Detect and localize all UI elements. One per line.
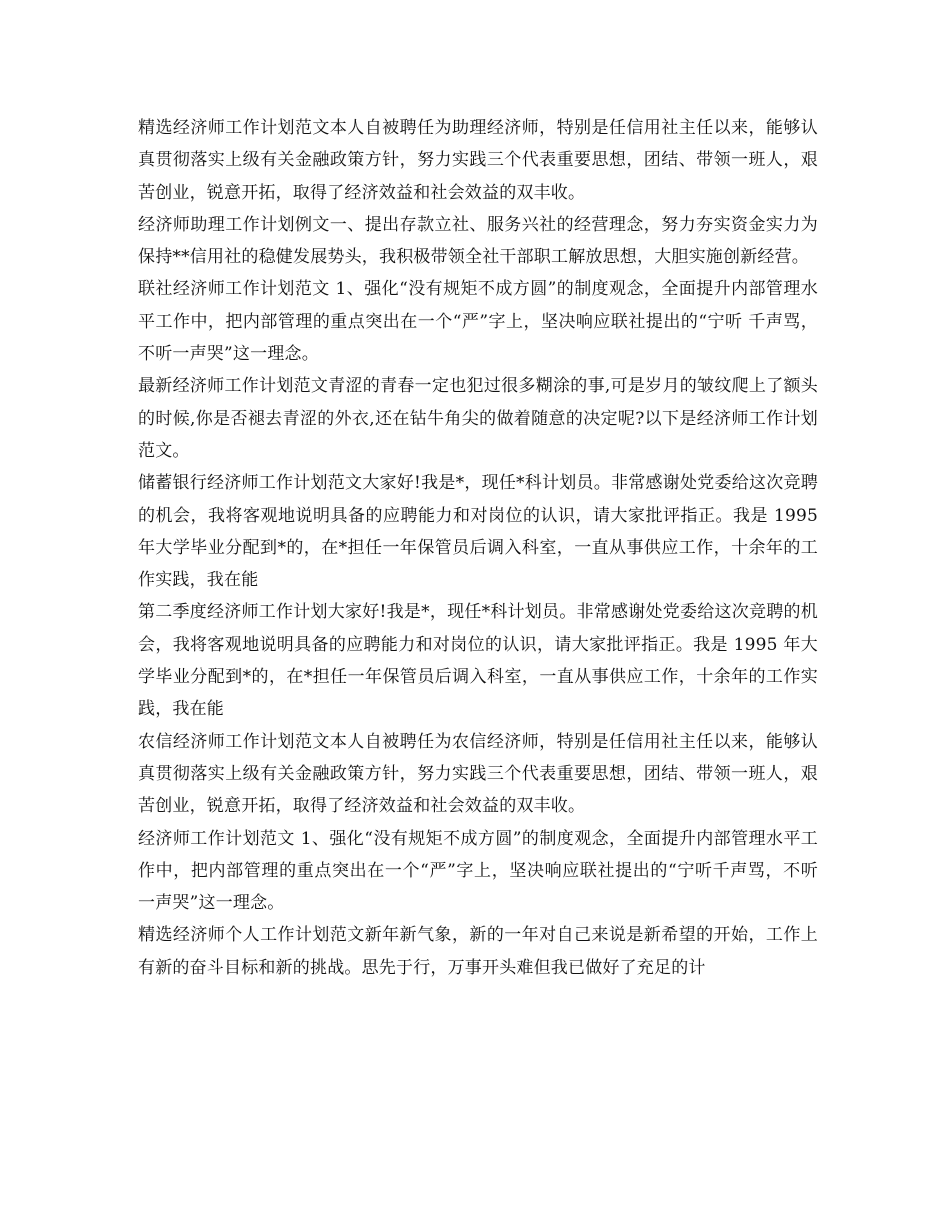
paragraph-1: 精选经济师工作计划范文本人自被聘任为助理经济师，特别是任信用社主任以来，能够认真贯彻落实上级有关金融政策方针，努力实践三个代表重要思想，团结、带领一班人，艰苦创业，锐意开拓，取得了经济效益和社会效益的双丰收。 xyxy=(138,118,818,203)
paragraph-7: 农信经济师工作计划范文本人自被聘任为农信经济师，特别是任信用社主任以来，能够认真贯彻落实上级有关金融政策方针，努力实践三个代表重要思想，团结、带领一班人，艰苦创业，锐意开拓，取得了经济效益和社会效益的双丰收。 xyxy=(138,731,818,817)
document-body xyxy=(138,112,818,984)
paragraph-2: 经济师助理工作计划例文一、提出存款立社、服务兴社的经营理念，努力夯实资金实力为保持**信用社的稳健发展势头，我积极带领全社干部职工解放思想，大胆实施创新经营。 xyxy=(138,214,818,268)
paragraph-4: 最新经济师工作计划范文青涩的青春一定也犯过很多糊涂的事,可是岁月的皱纹爬上了额头的时候,你是否褪去青涩的外衣,还在钻牛角尖的做着随意的决定呢?以下是经济师工作计划范文。 xyxy=(138,376,818,461)
paragraph-9: 精选经济师个人工作计划范文新年新气象，新的一年对自己来说是新希望的开始，工作上有新的奋斗目标和新的挑战。思先于行，万事开头难但我已做好了充足的计 xyxy=(138,925,818,978)
paragraph-6: 第二季度经济师工作计划大家好!我是*，现任*科计划员。非常感谢处党委给这次竞聘的机会，我将客观地说明具备的应聘能力和对岗位的认识，请大家批评指正。我是 1995 年大学毕业分配到*的，在*担任一年保管员后调入科室，一直从事供应工作，十余年的工作实践，我在能 xyxy=(138,602,818,720)
paragraph-8: 经济师工作计划范文 1、强化“没有规矩不成方圆”的制度观念，全面提升内部管理水平工作中，把内部管理的重点突出在一个“严”字上，坚决响应联社提出的“宁听千声骂，不听一声哭”这一理念。 xyxy=(138,828,818,914)
paragraph-5: 储蓄银行经济师工作计划范文大家好!我是*，现任*科计划员。非常感谢处党委给这次竞聘的机会，我将客观地说明具备的应聘能力和对岗位的认识，请大家批评指正。我是 1995 年大学毕业分配到*的，在*担任一年保管员后调入科室，一直从事供应工作，十余年的工作实践，我在能 xyxy=(138,473,818,591)
paragraph-3: 联社经济师工作计划范文 1、强化“没有规矩不成方圆”的制度观念，全面提升内部管理水平工作中，把内部管理的重点突出在一个“严”字上，坚决响应联社提出的“宁听 千声骂，不听一声哭”这一理念。 xyxy=(138,279,818,365)
